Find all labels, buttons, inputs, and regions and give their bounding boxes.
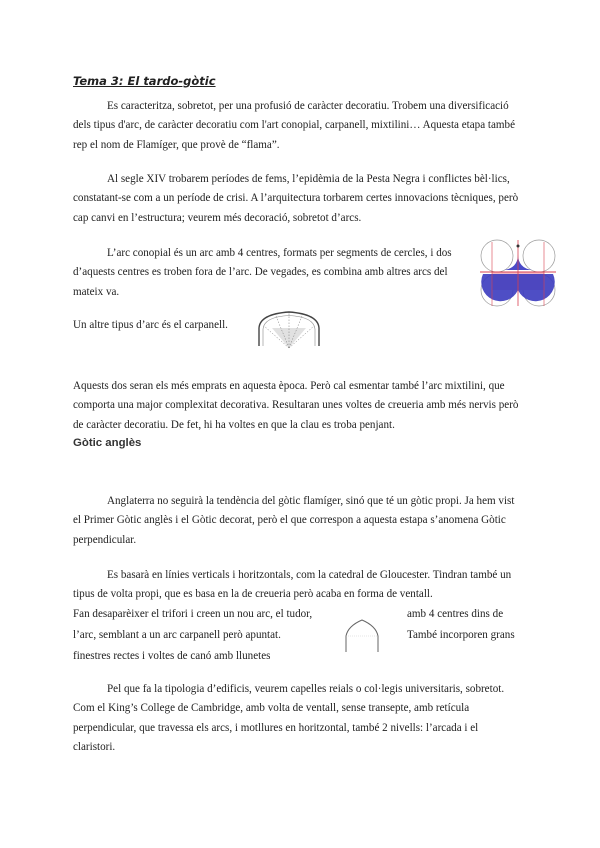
tudor-arch-diagram <box>342 614 382 654</box>
carpanell-arch-diagram <box>254 306 324 352</box>
paragraph-carpanell: Un altre tipus d’arc és el carpanell. <box>73 319 228 331</box>
conopial-arch-diagram <box>480 232 556 308</box>
paragraph-tudor-left-1: Fan desaparèixer el trifori i creen un nou arc, el tudor, <box>73 608 313 620</box>
paragraph-tudor-right-2: També incorporen grans <box>407 629 515 641</box>
paragraph-crisis: Al segle XIV trobarem períodes de fems, l’epidèmia de la Pesta Negra i conflictes bèl·lics, constatant-se com a un període de crisi. A l’arquitectura torbarem certes innovacions tècniques, però cap canvi en l’estructura; veurem més decoració, sobretot d’arcs. <box>73 173 519 224</box>
section-heading-gotic-angles: Gòtic anglès <box>73 437 142 449</box>
paragraph-perpendicular: Es basarà en línies verticals i horitzontals, com la catedral de Gloucester. Tindran també un tipus de volta propi, que es basa en la de creueria però acaba en forma de ventall. <box>73 569 512 601</box>
paragraph-conopial: L’arc conopial és un arc amb 4 centres, formats per segments de cercles, i dos d’aquests centres es troben fora de l’arc. De vegades, es combina amb altres arcs del mateix va. <box>73 247 452 298</box>
page-title: Tema 3: El tardo-gòtic <box>73 74 216 88</box>
paragraph-tudor-left-2: l’arc, semblant a un arc carpanell però apuntat. <box>73 629 281 641</box>
paragraph-anglaterra: Anglaterra no seguirà la tendència del gòtic flamíger, sinó que té un gòtic propi. Ja hem vist el Primer Gòtic anglès i el Gòtic decorat, però el que correspon a aquesta estapa s’anomena Gòtic perpendicular. <box>73 495 515 546</box>
paragraph-mixtilini: Aquests dos seran els més emprats en aquesta època. Però cal esmentar també l’arc mixtilini, que comporta una major complexitat decorativa. Resultaran unes voltes de creueria amb més nervis però de caràcter decoratiu. De fet, hi ha voltes en que la clau es troba penjant. <box>73 380 519 431</box>
paragraph-intro: Es caracteritza, sobretot, per una profusió de caràcter decoratiu. Trobem una diversificació dels tipus d'arc, de caràcter decoratiu com l'art conopial, carpanell, mixtilini… Aquesta etapa també rep el nom de Flamíger, que provè de “flama”. <box>73 100 516 151</box>
paragraph-tudor-right-1: amb 4 centres dins de <box>407 608 504 620</box>
paragraph-tudor-end: finestres rectes i voltes de canó amb llunetes <box>73 650 271 662</box>
paragraph-edificis: Pel que fa la tipologia d’edificis, veurem capelles reials o col·legis universitaris, sobretot. Com el King’s College de Cambridge, amb volta de ventall, sense transepte, amb retícula perpendicular, que travessa els arcs, i motllures en horitzontal, també 2 nivells: l’arcada i el claristori. <box>73 683 505 753</box>
